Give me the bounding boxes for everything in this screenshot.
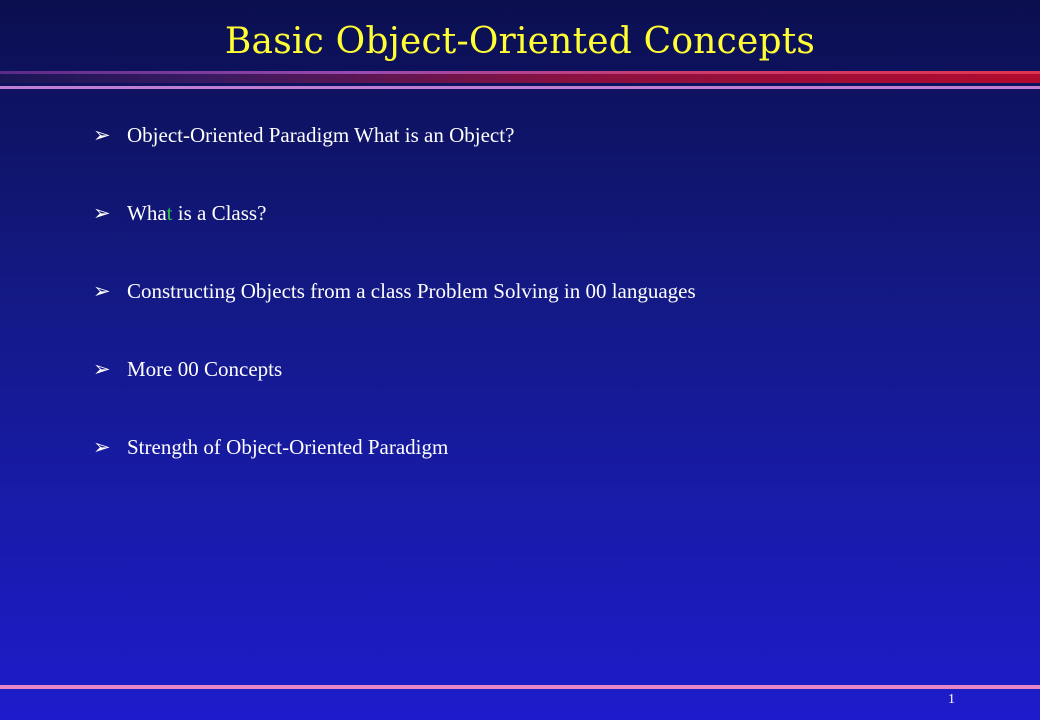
bullet-item xyxy=(93,276,696,354)
bullet-item xyxy=(93,354,696,432)
bullet-item xyxy=(93,198,696,276)
arrow-bullet-icon: ➢ xyxy=(93,123,111,147)
bullet-text-accent: t xyxy=(166,201,173,225)
bullet-text: Constructing Objects from a class Problem Solving in 00 languages xyxy=(127,279,696,303)
arrow-bullet-icon: ➢ xyxy=(93,357,111,381)
header-stripe-red xyxy=(0,74,1040,83)
arrow-bullet-icon: ➢ xyxy=(93,201,111,225)
bullet-text: Object-Oriented Paradigm What is an Object? xyxy=(127,123,515,147)
bullet-text: Strength of Object-Oriented Paradigm xyxy=(127,435,449,459)
bullet-item xyxy=(93,120,696,198)
footer-stripe xyxy=(0,685,1040,689)
slide-title: Basic Object-Oriented Concepts xyxy=(224,21,816,62)
bullet-text-post: is a Class? xyxy=(172,201,267,225)
bullet-text-pre: Wha xyxy=(127,201,167,225)
bullet-text xyxy=(127,198,266,228)
arrow-bullet-icon: ➢ xyxy=(93,435,111,459)
bullet-text: More 00 Concepts xyxy=(127,357,283,381)
bullet-item xyxy=(93,432,696,510)
header-stripe-light xyxy=(0,86,1040,89)
page-number: 1 xyxy=(948,692,955,707)
arrow-bullet-icon: ➢ xyxy=(93,279,111,303)
bullet-list xyxy=(93,120,696,510)
